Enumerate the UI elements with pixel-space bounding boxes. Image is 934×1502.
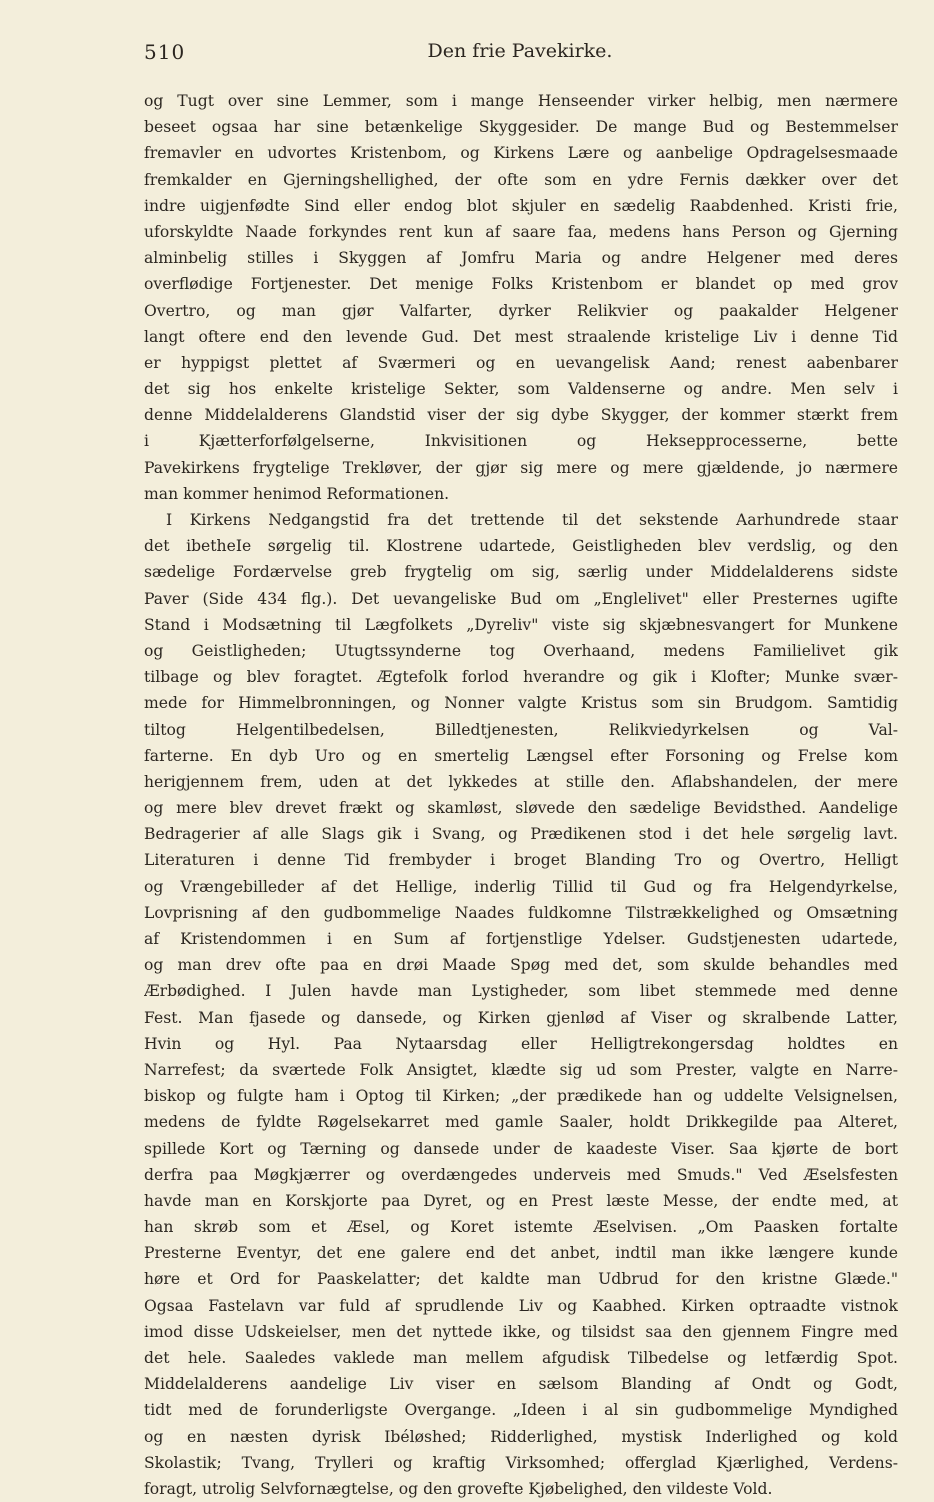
text-line: og Geistligheden; Utugtssynderne tog Overhaand, medens Familielivet gik: [144, 641, 898, 660]
text-line: det ibetheIe sørgelig til. Klostrene udartede, Geistligheden blev verdslig, og den: [144, 537, 898, 556]
text-line: Bedragerier af alle Slags gik i Svang, og Prædikenen stod i det hele sørgelig lavt.: [144, 825, 898, 844]
text-line: tidt med de forunderligste Overgange. „Ideen i al sin gudbommelige Myndighed: [144, 1401, 898, 1420]
text-line: alminbelig stilles i Skyggen af Jomfru Maria og andre Helgener med deres: [144, 249, 898, 268]
text-line: det sig hos enkelte kristelige Sekter, som Valdenserne og andre. Men selv i: [144, 380, 898, 399]
text-line: fremavler en udvortes Kristenbom, og Kirkens Lære og aanbelige Opdragelsesmaade: [144, 144, 898, 163]
text-line: herigjennem frem, uden at det lykkedes at stille den. Aflabshandelen, der mere: [144, 772, 898, 791]
text-line: Stand i Modsætning til Lægfolkets „Dyreliv" viste sig skjæbnesvangert for Munkene: [144, 615, 898, 634]
text-line: Narrefest; da sværtede Folk Ansigtet, klædte sig ud som Prester, valgte en Narre-: [144, 1060, 898, 1079]
text-line: Pavekirkens frygtelige Trekløver, der gjør sig mere og mere gjældende, jo nærmere: [144, 458, 898, 477]
text-line: mede for Himmelbronningen, og Nonner valgte Kristus som sin Brudgom. Samtidig: [144, 694, 898, 713]
text-line: sædelige Fordærvelse greb frygtelig om sig, særlig under Middelalderens sidste: [144, 563, 898, 582]
text-line: denne Middelalderens Glandstid viser der sig dybe Skygger, der kommer stærkt frem: [144, 406, 898, 425]
text-line: Ogsaa Fastelavn var fuld af sprudlende Liv og Kaabhed. Kirken optraadte vistnok: [144, 1296, 898, 1315]
text-line: og Vrængebilleder af det Hellige, inderlig Tillid til Gud og fra Helgendyrkelse,: [144, 877, 898, 896]
text-line: indre uigjenfødte Sind eller endog blot skjuler en sædelig Raabdenhed. Kristi frie,: [144, 196, 898, 215]
text-line: Ærbødighed. I Julen havde man Lystigheder, som libet stemmede med denne: [144, 982, 898, 1001]
text-line: og man drev ofte paa en drøi Maade Spøg med det, som skulde behandles med: [144, 956, 898, 975]
text-line: tilbage og blev foragtet. Ægtefolk forlod hverandre og gik i Klofter; Munke svær-: [144, 668, 898, 687]
text-line: tiltog Helgentilbedelsen, Billedtjenesten, Relikviedyrkelsen og Val-: [144, 720, 898, 739]
text-line: uforskyldte Naade forkyndes rent kun af saare faa, medens hans Person og Gjerning: [144, 222, 898, 241]
text-line: biskop og fulgte ham i Optog til Kirken; „der prædikede han og uddelte Velsignelsen,: [144, 1087, 898, 1106]
text-line: Middelalderens aandelige Liv viser en sælsom Blanding af Ondt og Godt,: [144, 1375, 898, 1394]
text-line: spillede Kort og Tærning og dansede under de kaadeste Viser. Saa kjørte de bort: [144, 1139, 898, 1158]
text-line: fremkalder en Gjerningshellighed, der ofte som en ydre Fernis dækker over det: [144, 170, 898, 189]
text-line: langt oftere end den levende Gud. Det mest straalende kristelige Liv i denne Tid: [144, 327, 898, 346]
text-line: og en næsten dyrisk Ibéløshed; Ridderlighed, mystisk Inderlighed og kold: [144, 1427, 898, 1446]
text-line: foragt, utrolig Selvfornægtelse, og den grovefte Kjøbelighed, den vildeste Vold.: [144, 1479, 773, 1498]
text-line: beseet ogsaa har sine betænkelige Skyggesider. De mange Bud og Bestemmelser: [144, 118, 898, 137]
text-line: af Kristendommen i en Sum af fortjenstlige Ydelser. Gudstjenesten udartede,: [144, 930, 898, 948]
text-line: Presterne Eventyr, det ene galere end det anbet, indtil man ikke længere kunde: [144, 1244, 898, 1263]
text-line: høre et Ord for Paaskelatter; det kaldte man Udbrud for den kristne Glæde.": [144, 1270, 898, 1289]
text-line: man kommer henimod Reformationen.: [144, 484, 450, 503]
text-line: Paver (Side 434 flg.). Det uevangeliske Bud om „Englelivet" eller Presternes ugifte: [144, 589, 898, 608]
text-line: Overtro, og man gjør Valfarter, dyrker Relikvier og paakalder Helgener: [144, 301, 898, 320]
text-line: medens de fyldte Røgelsekarret med gamle Saaler, holdt Drikkegilde paa Alteret,: [144, 1113, 898, 1132]
text-line: og Tugt over sine Lemmer, som i mange Henseender virker helbig, men nærmere: [144, 92, 898, 110]
text-line: Skolastik; Tvang, Trylleri og kraftig Virksomhed; offerglad Kjærlighed, Verdens-: [144, 1453, 898, 1472]
body-text: [144, 88, 898, 1502]
text-line: overflødige Fortjenester. Det menige Folks Kristenbom er blandet op med grov: [144, 275, 898, 294]
text-line: farterne. En dyb Uro og en smertelig Længsel efter Forsoning og Frelse kom: [144, 746, 898, 765]
text-line: Fest. Man fjasede og dansede, og Kirken gjenlød af Viser og skralbende Latter,: [144, 1008, 898, 1027]
text-line: det hele. Saaledes vaklede man mellem afgudisk Tilbedelse og letfærdig Spot.: [144, 1349, 898, 1367]
text-line: er hyppigst plettet af Sværmeri og en uevangelisk Aand; renest aabenbarer: [144, 353, 898, 372]
text-line: og mere blev drevet frækt og skamløst, sløvede den sædelige Bevidsthed. Aandelige: [144, 799, 898, 818]
text-line: derfra paa Møgkjærrer og overdængedes underveis med Smuds." Ved Æselsfesten: [144, 1165, 898, 1184]
page-header: [144, 40, 896, 70]
text-line: havde man en Korskjorte paa Dyret, og en Prest læste Messe, der endte med, at: [144, 1191, 898, 1210]
text-line: imod disse Udskeielser, men det nyttede ikke, og tilsidst saa den gjennem Fingre med: [144, 1322, 898, 1341]
text-line: I Kirkens Nedgangstid fra det trettende til det sekstende Aarhundrede staar: [166, 511, 898, 529]
text-line: han skrøb som et Æsel, og Koret istemte Æselvisen. „Om Paasken fortalte: [144, 1218, 898, 1237]
text-line: Literaturen i denne Tid frembyder i broget Blanding Tro og Overtro, Helligt: [144, 851, 898, 870]
page-number: 510: [144, 40, 186, 64]
text-line: i Kjætterforfølgelserne, Inkvisitionen og Heksepprocesserne, bette: [144, 432, 898, 451]
text-line: Hvin og Hyl. Paa Nytaarsdag eller Helligtrekongersdag holdtes en: [144, 1034, 898, 1053]
running-title: Den frie Pavekirke.: [427, 40, 613, 62]
text-line: Lovprisning af den gudbommelige Naades fuldkomne Tilstrækkelighed og Omsætning: [144, 903, 898, 922]
